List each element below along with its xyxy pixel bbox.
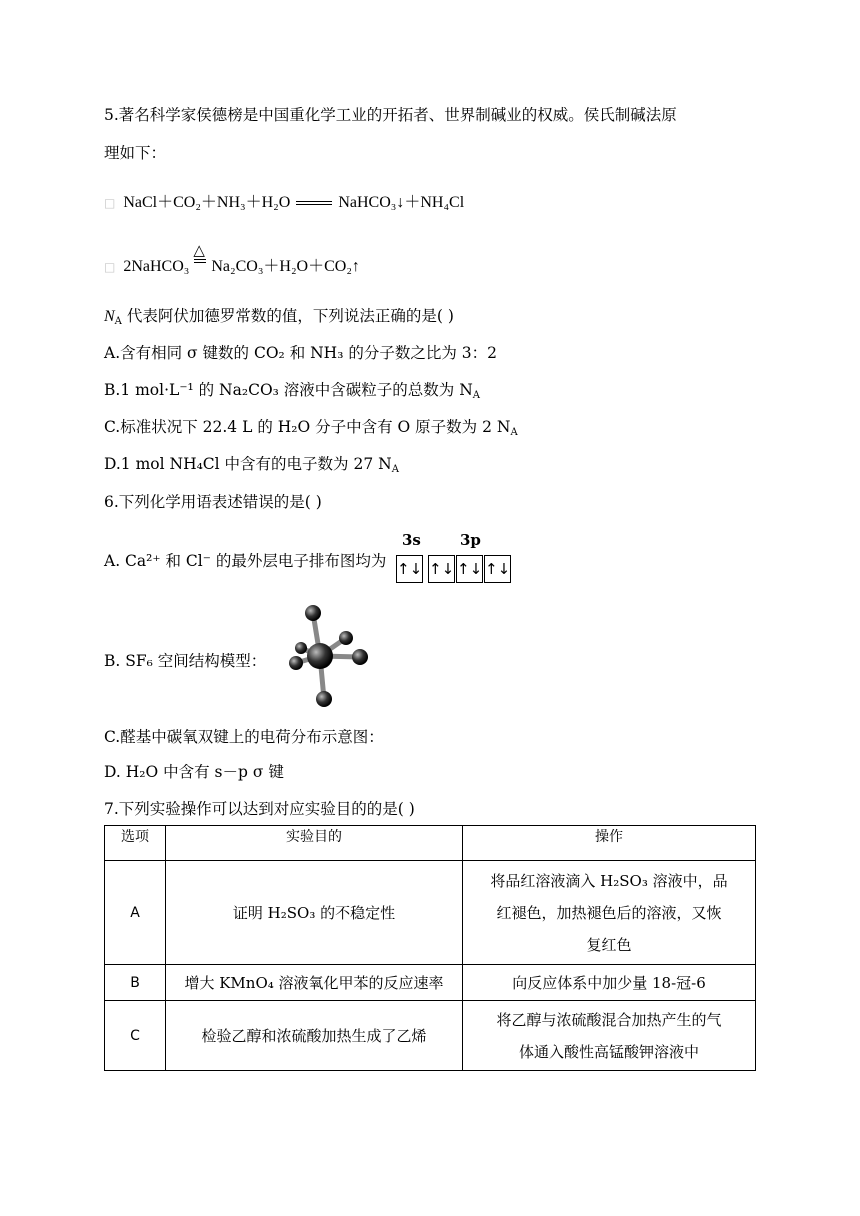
q7-stem: 7.下列实验操作可以达到对应实验目的的是( ) bbox=[104, 800, 415, 818]
equals-mark bbox=[194, 259, 206, 263]
table-row bbox=[105, 1001, 756, 1071]
q5-equation-1 bbox=[104, 189, 464, 212]
orbital-label-3p: 3p bbox=[460, 531, 481, 549]
q5-option-b-text: B.1 mol·L⁻¹ 的 Na₂CO₃ 溶液中含碳粒子的总数为 N bbox=[104, 381, 473, 399]
q6-option-c: C.醛基中碳氧双键上的电荷分布示意图： bbox=[104, 728, 384, 746]
header-aim: 实验目的 bbox=[166, 826, 463, 861]
orbital-box-3s: ↑↓ bbox=[396, 555, 423, 583]
row-operation-line: 体通入酸性高锰酸钾溶液中 bbox=[518, 1042, 699, 1061]
row-aim: 增大 KMnO₄ 溶液氧化甲苯的反应速率 bbox=[166, 965, 463, 1001]
heat-triangle-icon: △ bbox=[193, 243, 205, 259]
q5-option-c bbox=[104, 415, 518, 438]
row-operation bbox=[463, 861, 756, 965]
table-header-row bbox=[105, 826, 756, 861]
eq2-left: 2NaHCO₃ bbox=[123, 258, 190, 275]
q5-option-d bbox=[104, 452, 399, 475]
q5-option-d-text: D.1 mol NH₄Cl 中含有的电子数为 27 N bbox=[104, 455, 392, 473]
q5-option-a: A.含有相同 σ 键数的 CO₂ 和 NH₃ 的分子数之比为 3：2 bbox=[104, 344, 497, 362]
q6-option-d: D. H₂O 中含有 s－p σ 键 bbox=[104, 763, 284, 781]
q5-option-b bbox=[104, 378, 480, 401]
orbital-label-3s: 3s bbox=[402, 531, 421, 549]
eq1-left: NaCl＋CO₂＋NH₃＋H₂O bbox=[123, 194, 291, 211]
q6-option-b: B. SF₆ 空间结构模型： bbox=[104, 652, 267, 670]
q5-option-d-sub: A bbox=[391, 464, 399, 475]
na-subscript: A bbox=[114, 316, 122, 327]
sf6-ball-stick-model bbox=[280, 600, 380, 715]
q5-option-c-text: C.标准状况下 22.4 L 的 H₂O 分子中含有 O 原子数为 2 N bbox=[104, 418, 511, 436]
header-option: 选项 bbox=[105, 826, 166, 861]
orbital-box-3p-3: ↑↓ bbox=[484, 555, 511, 583]
eq1-right: NaHCO₃↓＋NH₄Cl bbox=[338, 194, 465, 211]
experiment-table bbox=[104, 825, 756, 1071]
row-aim: 检验乙醇和浓硫酸加热生成了乙烯 bbox=[166, 1001, 463, 1071]
missing-glyph-mark: □ bbox=[104, 196, 116, 210]
q5-stem-line1: 5.著名科学家侯德榜是中国重化学工业的开拓者、世界制碱业的权威。侯氏制碱法原 bbox=[104, 106, 677, 124]
missing-glyph-mark: □ bbox=[104, 260, 116, 274]
row-operation-line: 红褪色，加热褪色后的溶液，又恢 bbox=[496, 903, 722, 922]
row-operation-line: 将品红溶液滴入 H₂SO₃ 溶液中，品 bbox=[490, 871, 728, 890]
q5-stem-line2: 理如下： bbox=[104, 144, 167, 162]
row-option: B bbox=[105, 965, 166, 1001]
table-row bbox=[105, 861, 756, 965]
header-operation: 操作 bbox=[463, 826, 756, 861]
row-aim: 证明 H₂SO₃ 的不稳定性 bbox=[166, 861, 463, 965]
equals-double-line bbox=[296, 201, 332, 205]
row-operation bbox=[463, 1001, 756, 1071]
q5-option-b-sub: A bbox=[472, 390, 481, 401]
eq2-right: Na₂CO₃＋H₂O＋CO₂↑ bbox=[211, 258, 360, 275]
orbital-box-3p-2: ↑↓ bbox=[456, 555, 483, 583]
q6-stem: 6.下列化学用语表述错误的是( ) bbox=[104, 493, 322, 511]
row-option: C bbox=[105, 1001, 166, 1071]
table-row bbox=[105, 965, 756, 1001]
na-text: 代表阿伏加德罗常数的值，下列说法正确的是( ) bbox=[126, 307, 454, 325]
row-operation: 向反应体系中加少量 18-冠-6 bbox=[463, 965, 756, 1001]
heat-equals-sign bbox=[193, 243, 207, 271]
row-operation-line: 复红色 bbox=[586, 935, 632, 954]
row-operation-line: 将乙醇与浓硫酸混合加热产生的气 bbox=[496, 1010, 722, 1029]
q5-equation-2 bbox=[104, 243, 360, 276]
row-option: A bbox=[105, 861, 166, 965]
orbital-box-3p-1: ↑↓ bbox=[428, 555, 455, 583]
q5-option-c-sub: A bbox=[510, 427, 518, 438]
q5-na-line bbox=[104, 304, 454, 327]
na-symbol: N bbox=[104, 308, 115, 325]
q6-option-a: A. Ca²⁺ 和 Cl⁻ 的最外层电子排布图均为 bbox=[104, 552, 387, 570]
